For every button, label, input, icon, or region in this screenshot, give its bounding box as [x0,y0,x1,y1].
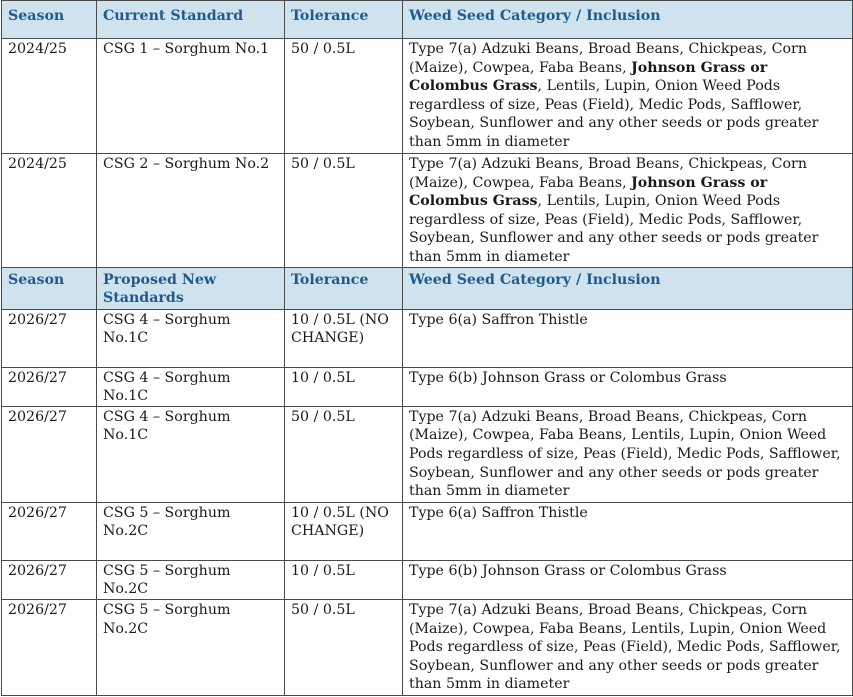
cell-category: Type 6(b) Johnson Grass or Colombus Grass [403,367,853,406]
table-row [2,599,853,695]
category-text-pre: Type 7(a) Adzuki Beans, Broad Beans, Chickpeas, Corn (Maize), Cowpea, Faba Beans, [409,156,807,191]
header-weed-seed-category: Weed Seed Category / Inclusion [403,1,853,39]
cell-tolerance: 10 / 0.5L [285,367,403,406]
cell-tolerance: 50 / 0.5L [285,154,403,268]
cell-season: 2024/25 [2,39,97,154]
header-current-standard: Current Standard [97,1,285,39]
cell-category: Type 7(a) Adzuki Beans, Broad Beans, Chickpeas, Corn (Maize), Cowpea, Faba Beans, Lentils, Lupin, Onion Weed Pods regardless of size, Peas (Field), Medic Pods, Safflower, Soybean, Sunflower and any other seeds or pods greater than 5mm in diameter [403,406,853,502]
cell-standard: CSG 5 – Sorghum No.2C [97,560,285,599]
cell-category [403,154,853,268]
cell-category: Type 7(a) Adzuki Beans, Broad Beans, Chickpeas, Corn (Maize), Cowpea, Faba Beans, Lentils, Lupin, Onion Weed Pods regardless of size, Peas (Field), Medic Pods, Safflower, Soybean, Sunflower and any other seeds or pods greater than 5mm in diameter [403,599,853,695]
cell-category: Type 6(a) Saffron Thistle [403,309,853,367]
cell-category: Type 6(a) Saffron Thistle [403,502,853,560]
cell-category [403,39,853,154]
header-weed-seed-category: Weed Seed Category / Inclusion [403,267,853,309]
table-row [2,154,853,268]
cell-standard: CSG 2 – Sorghum No.2 [97,154,285,268]
cell-standard: CSG 1 – Sorghum No.1 [97,39,285,154]
cell-standard: CSG 4 – Sorghum No.1C [97,406,285,502]
cell-season: 2026/27 [2,367,97,406]
current-header-row [2,1,853,39]
cell-standard: CSG 5 – Sorghum No.2C [97,599,285,695]
table-row [2,309,853,367]
header-tolerance: Tolerance [285,1,403,39]
cell-tolerance: 10 / 0.5L (NO CHANGE) [285,309,403,367]
cell-season: 2026/27 [2,406,97,502]
cell-tolerance: 50 / 0.5L [285,39,403,154]
cell-season: 2026/27 [2,560,97,599]
cell-standard: CSG 4 – Sorghum No.1C [97,367,285,406]
category-text-post: , Lentils, Lupin, Onion Weed Pods regardless of size, Peas (Field), Medic Pods, Safflower, Soybean, Sunflower and any other seeds or pods greater than 5mm in diameter [409,78,819,150]
cell-season: 2026/27 [2,599,97,695]
cell-category: Type 6(b) Johnson Grass or Colombus Grass [403,560,853,599]
cell-tolerance: 50 / 0.5L [285,406,403,502]
category-text-pre: Type 7(a) Adzuki Beans, Broad Beans, Chickpeas, Corn (Maize), Cowpea, Faba Beans, [409,41,807,76]
header-tolerance: Tolerance [285,267,403,309]
table-row [2,39,853,154]
header-proposed-standards: Proposed New Standards [97,267,285,309]
table-row [2,502,853,560]
category-text-post: , Lentils, Lupin, Onion Weed Pods regardless of size, Peas (Field), Medic Pods, Safflower, Soybean, Sunflower and any other seeds or pods greater than 5mm in diameter [409,193,819,265]
cell-season: 2026/27 [2,309,97,367]
header-season: Season [2,1,97,39]
table-row [2,367,853,406]
category-text-bold: Johnson Grass or Colombus Grass [409,59,768,95]
proposed-header-row [2,267,853,309]
cell-season: 2024/25 [2,154,97,268]
cell-tolerance: 10 / 0.5L (NO CHANGE) [285,502,403,560]
sorghum-standards-table [1,0,853,696]
table-row [2,406,853,502]
table-row [2,560,853,599]
header-season: Season [2,267,97,309]
cell-season: 2026/27 [2,502,97,560]
cell-tolerance: 50 / 0.5L [285,599,403,695]
cell-tolerance: 10 / 0.5L [285,560,403,599]
category-text-bold: Johnson Grass or Colombus Grass [409,174,768,210]
cell-standard: CSG 5 – Sorghum No.2C [97,502,285,560]
cell-standard: CSG 4 – Sorghum No.1C [97,309,285,367]
